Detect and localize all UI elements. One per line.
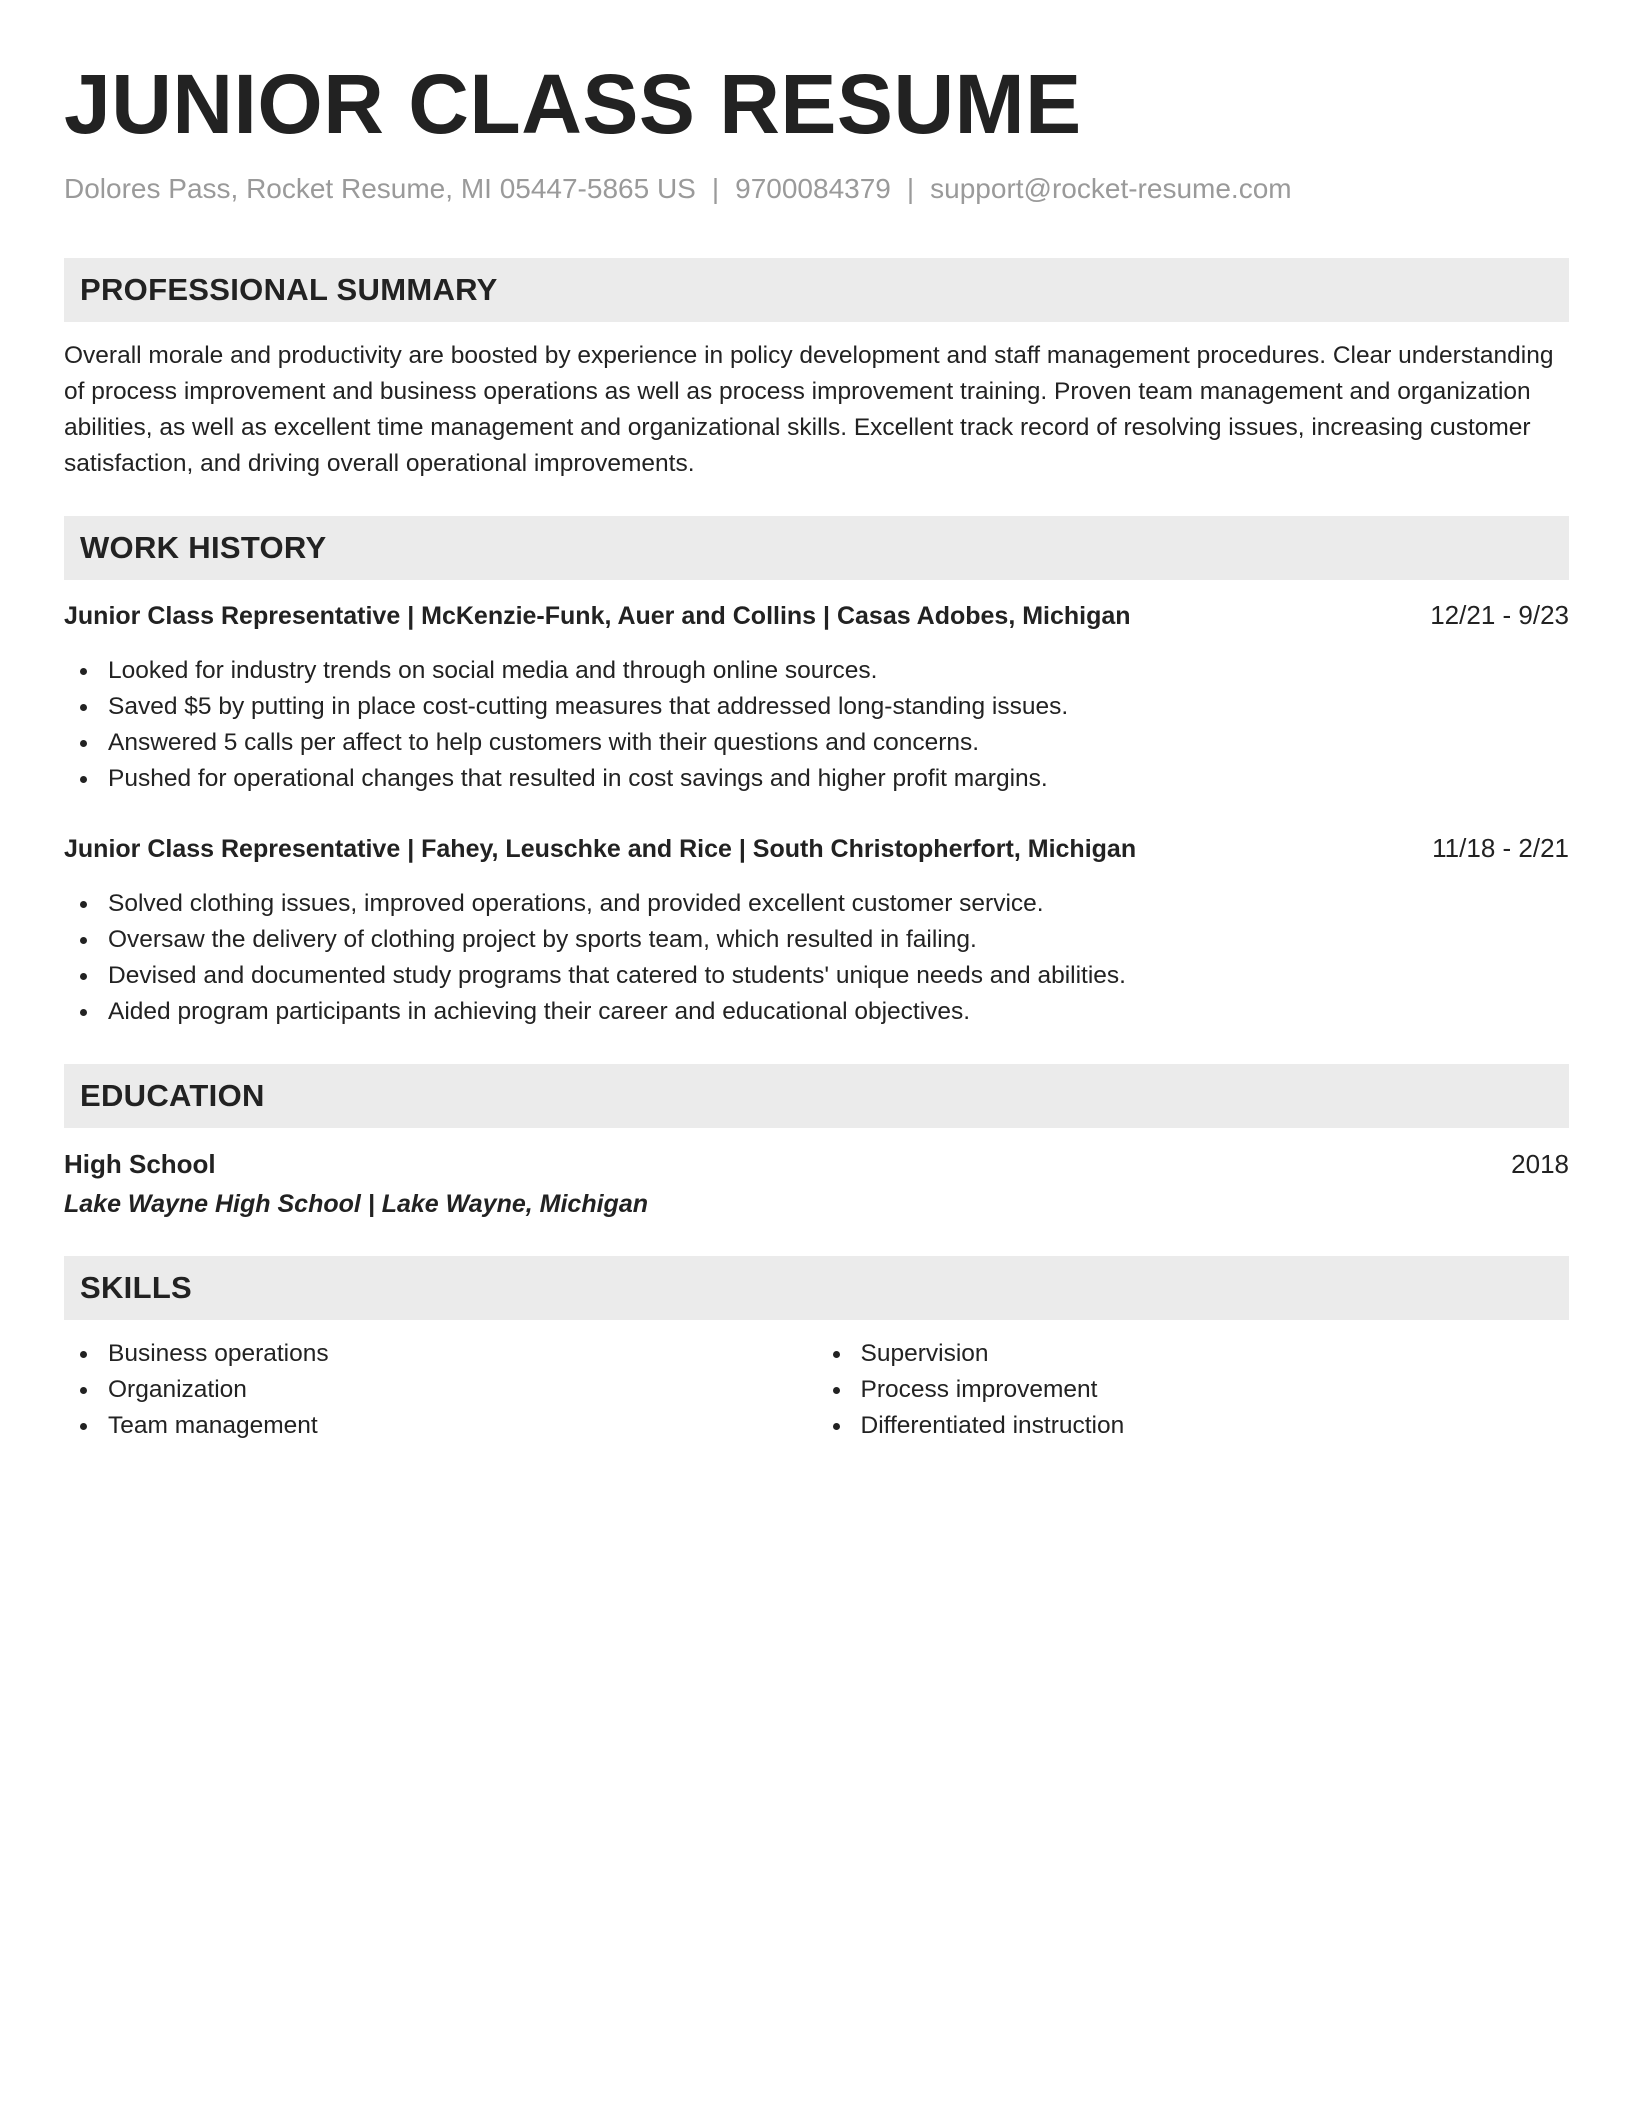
job-entry — [64, 831, 1569, 1030]
contact-separator: | — [906, 173, 915, 204]
skills-grid — [64, 1336, 1569, 1444]
job-header — [64, 831, 1569, 866]
job-dates: 11/18 - 2/21 — [1432, 833, 1569, 863]
job-title: Junior Class Representative | Fahey, Leuschke and Rice | South Christopherfort, Michigan — [64, 835, 1137, 863]
job-dates: 12/21 - 9/23 — [1430, 600, 1569, 630]
work-history-section — [64, 516, 1569, 1030]
contact-address: Dolores Pass, Rocket Resume, MI 05447-5865 US — [64, 173, 696, 204]
summary-heading: PROFESSIONAL SUMMARY — [64, 258, 1569, 322]
job-bullets — [64, 653, 1569, 797]
list-item: Differentiated instruction — [817, 1408, 1570, 1444]
education-entry — [64, 1146, 1569, 1222]
list-item: Aided program participants in achieving their career and educational objectives. — [64, 994, 1569, 1030]
job-bullets — [64, 886, 1569, 1030]
skills-column-left — [64, 1336, 817, 1444]
list-item: Team management — [64, 1408, 817, 1444]
work-history-heading: WORK HISTORY — [64, 516, 1569, 580]
education-header — [64, 1146, 1569, 1182]
list-item: Organization — [64, 1372, 817, 1408]
list-item: Supervision — [817, 1336, 1570, 1372]
contact-separator: | — [711, 173, 720, 204]
list-item: Oversaw the delivery of clothing project by sports team, which resulted in failing. — [64, 922, 1569, 958]
skills-heading: SKILLS — [64, 1256, 1569, 1320]
list-item: Business operations — [64, 1336, 817, 1372]
skills-list — [817, 1336, 1570, 1444]
contact-line — [64, 172, 1569, 206]
skills-section — [64, 1256, 1569, 1444]
education-degree: High School — [64, 1149, 216, 1179]
contact-email: support@rocket-resume.com — [930, 173, 1292, 204]
education-heading: EDUCATION — [64, 1064, 1569, 1128]
list-item: Pushed for operational changes that resulted in cost savings and higher profit margins. — [64, 761, 1569, 797]
education-year: 2018 — [1511, 1149, 1569, 1179]
contact-phone: 9700084379 — [735, 173, 891, 204]
list-item: Process improvement — [817, 1372, 1570, 1408]
list-item: Answered 5 calls per affect to help customers with their questions and concerns. — [64, 725, 1569, 761]
job-entry — [64, 598, 1569, 797]
education-school: Lake Wayne High School | Lake Wayne, Michigan — [64, 1190, 648, 1218]
list-item: Looked for industry trends on social media and through online sources. — [64, 653, 1569, 689]
job-header — [64, 598, 1569, 633]
skills-column-right — [817, 1336, 1570, 1444]
list-item: Devised and documented study programs that catered to students' unique needs and abilities. — [64, 958, 1569, 994]
skills-list — [64, 1336, 817, 1444]
summary-section — [64, 258, 1569, 482]
education-section — [64, 1064, 1569, 1222]
list-item: Solved clothing issues, improved operations, and provided excellent customer service. — [64, 886, 1569, 922]
summary-text: Overall morale and productivity are boosted by experience in policy development and staff management procedures. Clear understanding of process improvement and business operations as well as process improvement training. Proven team management and organization abilities, as well as excellent time management and organizational skills. Excellent track record of resolving issues, increasing customer satisfaction, and driving overall operational improvements. — [64, 342, 1554, 477]
job-title: Junior Class Representative | McKenzie-Funk, Auer and Collins | Casas Adobes, Michigan — [64, 602, 1131, 630]
list-item: Saved $5 by putting in place cost-cutting measures that addressed long-standing issues. — [64, 689, 1569, 725]
resume-title: JUNIOR CLASS RESUME — [64, 57, 1082, 151]
